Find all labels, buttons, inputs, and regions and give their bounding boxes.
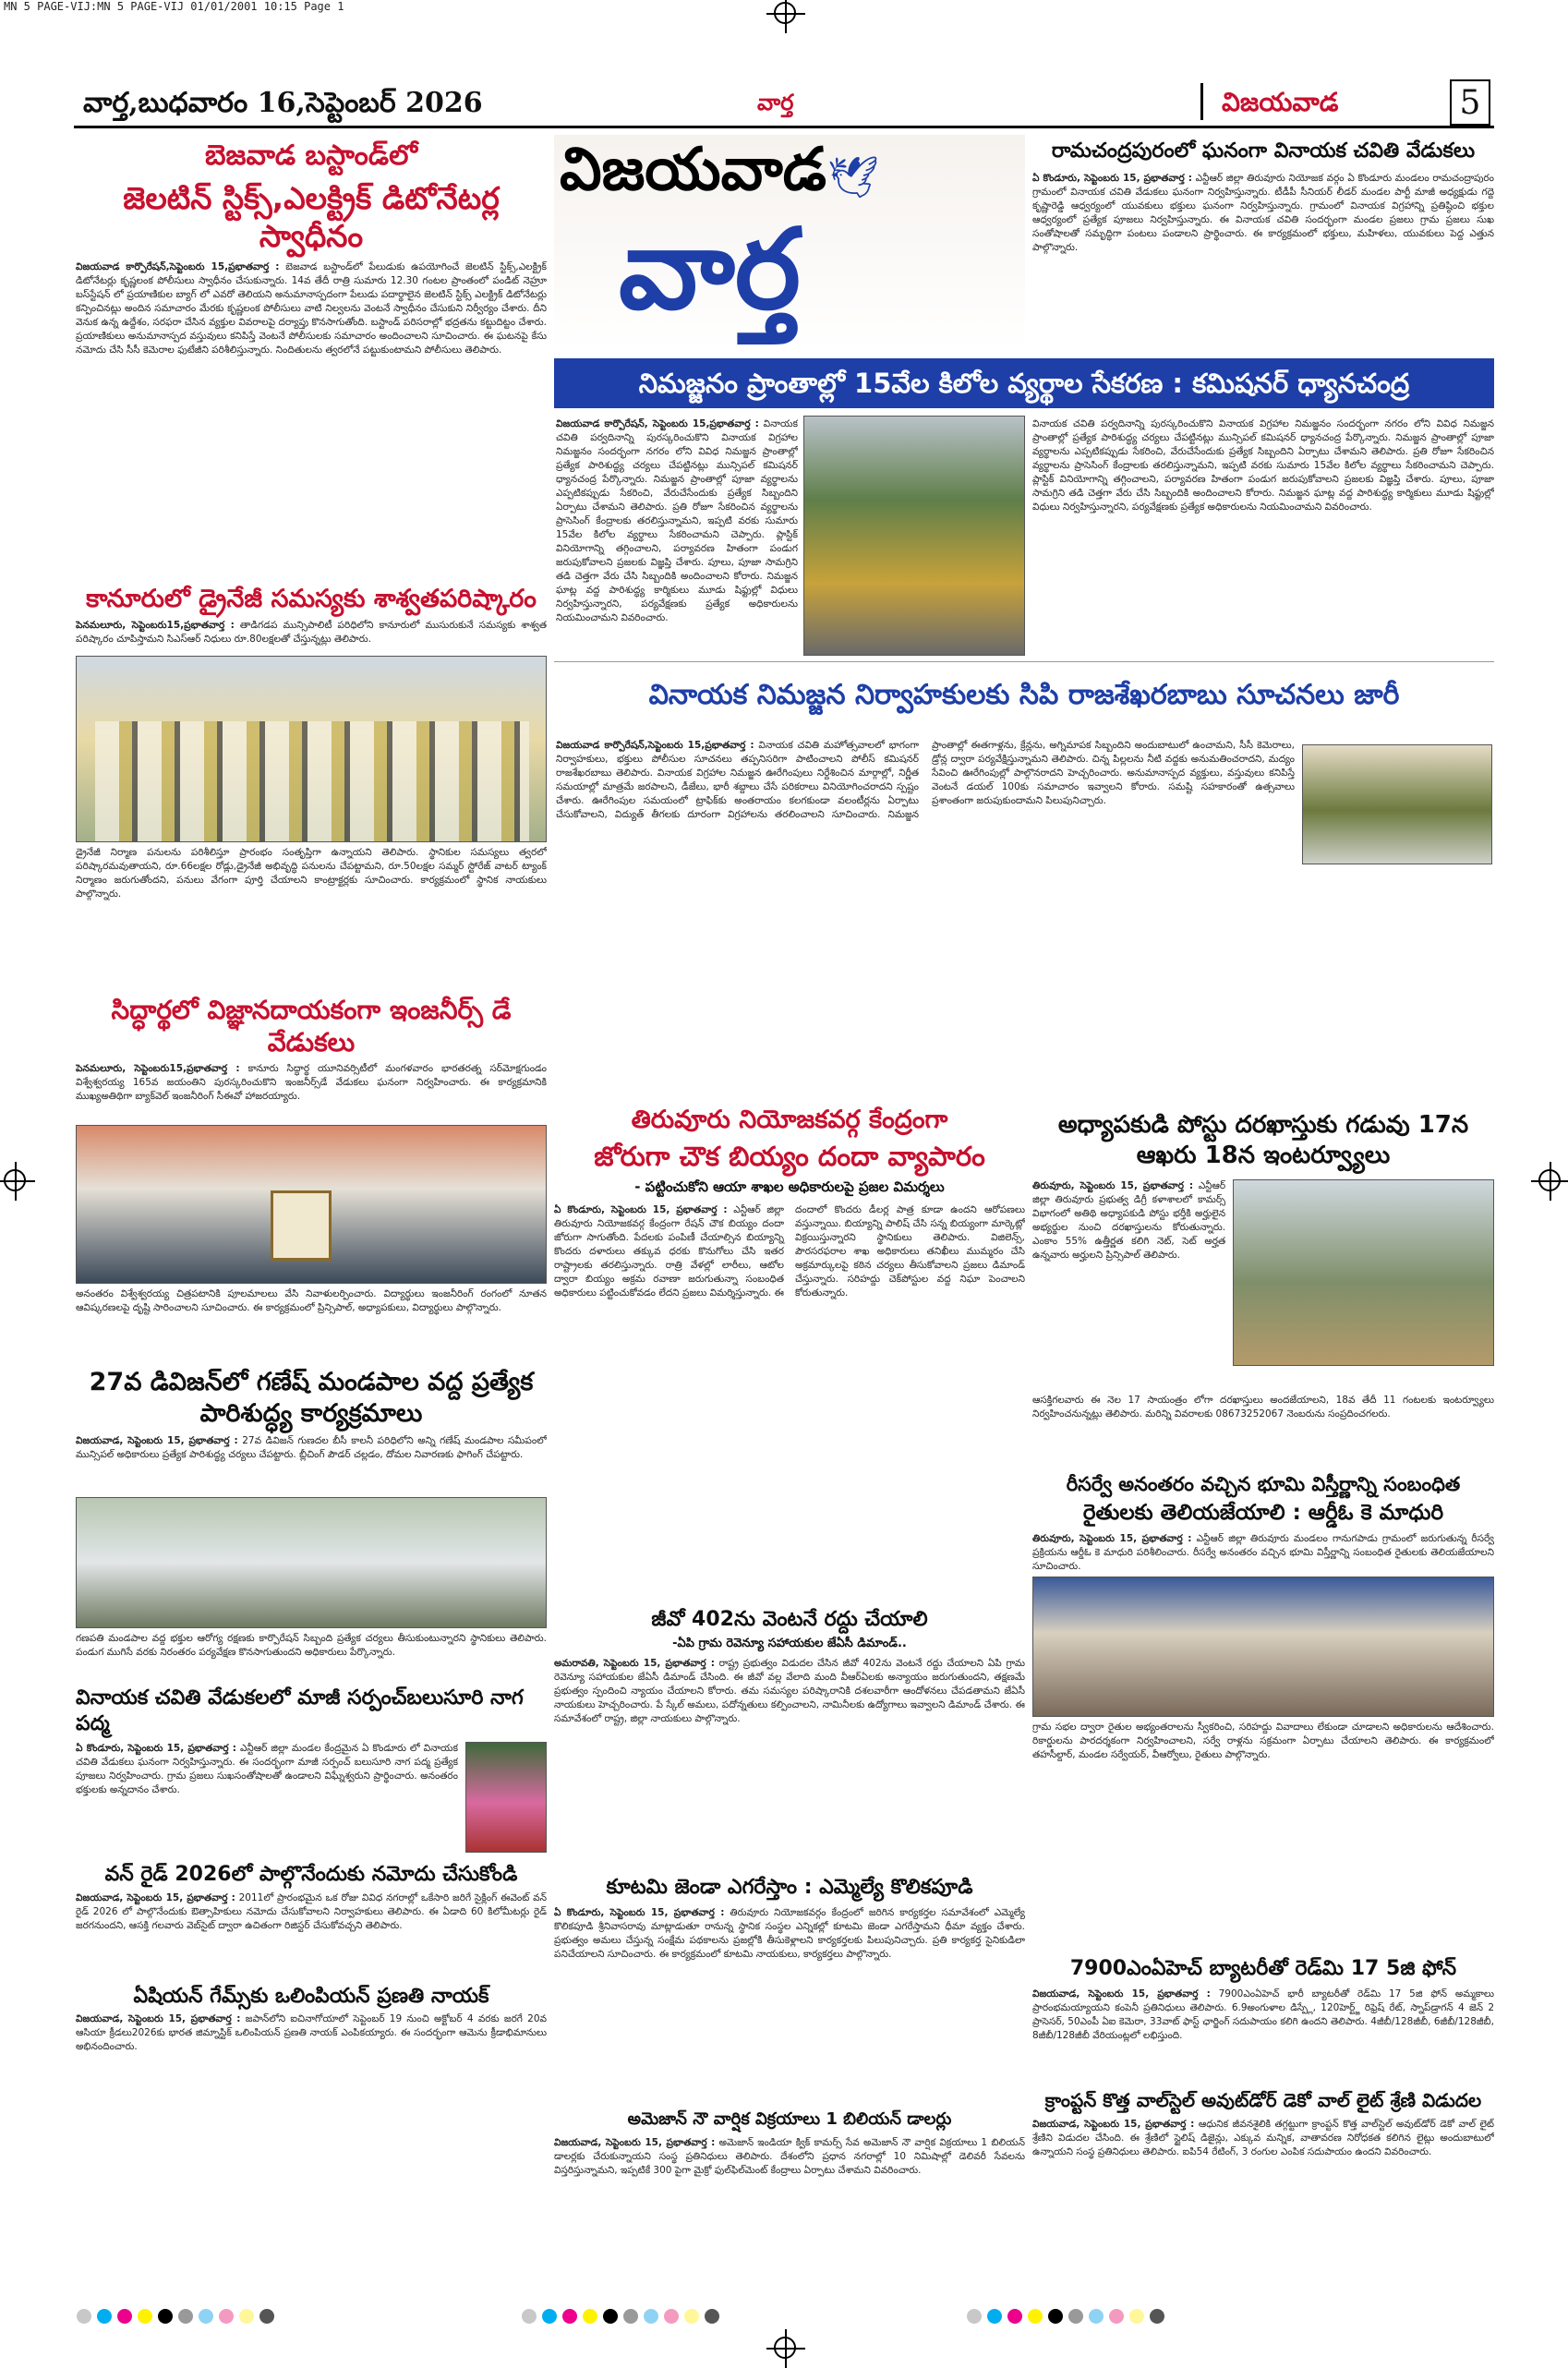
division27-headline: 27వ డివిజన్‌లో గణేష్ మండపాల వద్ద ప్రత్యేక పారిశుద్ధ్య కార్యక్రమాలు [89, 1367, 534, 1428]
kanuru-dateline: పెనమలూరు, సెప్టెంబరు15,ప్రభాతవార్త : [76, 619, 235, 631]
resurvey-photo [1032, 1577, 1494, 1717]
division27-body [76, 1434, 547, 1492]
oneride-headline: వన్ రైడ్ 2026లో పాల్గొనేందుకు నమోదు చేసుకోండి [104, 1863, 518, 1887]
vc-body [76, 1742, 458, 1853]
rice-dateline: ఏ కొండూరు, సెప్టెంబరు 15, ప్రభాతవార్త : [554, 1203, 728, 1215]
redmi-text: 7900ఎంఏహెచ్ భారీ బ్యాటరీతో రెడ్‌మి 17 5జి ఫోన్ అమ్మకాలు ప్రారంభమయ్యాయని కంపెనీ ప్రతినిధులు తెలిపారు. 6.9అంగుళాల డిస్ప్లే, 120హెర్ట్జ్ రిఫ్రెష్ రేట్, స్నాప్‌డ్రాగన్ 4 జెన్ 2 ప్రాసెసర్, 50ఎంపీ ఏఐ కెమెరా, 33వాట్ ఫాస్ట్ ఛార్జింగ్ సదుపాయం కలిగి ఉందని తెలిపారు. 4జీబీ/128జీబీ, 6జీబీ/128జీబీ, 8జీబీ/128జీబీ వేరియంట్లలో లభిస్తుంది. [1032, 1987, 1494, 2041]
rice-article [554, 1105, 1025, 1637]
division27-dateline: విజయవాడ, సెప్టెంబరు 15, ప్రభాతవార్త : [76, 1435, 238, 1447]
lecturer-body [1032, 1179, 1225, 1392]
immersion-photo [803, 416, 1025, 656]
cp-photo [1302, 744, 1492, 864]
siddhartha-caption: అనంతరం విశ్వేశ్వరయ్య చిత్రపటానికి పూలమాలలు వేసి నివాళులర్పించారు. విద్యార్థులు ఇంజనీరింగ్ రంగంలో నూతన ఆవిష్కరణలపై దృష్టి సారించాలని సూచించారు. ఈ కార్యక్రమంలో ప్రిన్సిపాల్, అధ్యాపకులు, విద్యార్థులు పాల్గొన్నారు. [76, 1287, 547, 1313]
kanuru-photo [76, 656, 547, 842]
dove-icon: 🕊 [827, 154, 879, 201]
busstand-dateline: విజయవాడ కార్పొరేషన్,సెప్టెంబరు 15,ప్రభాతవార్త : [76, 261, 280, 272]
dateline: వార్త,బుధవారం 16,సెప్టెంబర్ 2026 [83, 87, 483, 119]
asian-body [76, 2012, 547, 2083]
division27-caption: గణపతి మండపాల వద్ద భక్తుల ఆరోగ్య రక్షణకు కార్పొరేషన్ సిబ్బంది ప్రత్యేక చర్యలు తీసుకుంటున్నారని స్థానికులు తెలిపారు. పండుగ ముగిసే వరకు నిరంతరం పర్యవేక్షణ కొనసాగుతుందని అధికారులు పేర్కొన్నారు. [76, 1633, 547, 1659]
crompton-dateline: విజయవాడ, సెప్టెంబరు 15, ప్రభాతవార్త : [1032, 2119, 1195, 2130]
cp-dateline: విజయవాడ కార్పొరేషన్,సెప్టెంబరు 15,ప్రభాతవార్త : [556, 740, 754, 751]
resurvey-article [1032, 1472, 1494, 1868]
crompton-body [1032, 2118, 1494, 2208]
kanuru-caption: డ్రైనేజీ నిర్మాణ పనులను పరిశీలిస్తూ ప్రారంభం సంతృప్తిగా ఉన్నాయని తెలిపారు. స్థానికుల సమస్యలు త్వరలో పరిష్కారమవుతాయని, రూ.66లక్షల రోడ్లు,డ్రైనేజీ అభివృద్ధి పనులను చేపట్టామని, రూ.50లక్షల సమ్మర్ స్టోరేజ్ వాటర్ ట్యాంక్ నిర్మాణం జరుగుతోందని, పనులు వేగంగా పూర్తి చేయాలని కాంట్రాక్టర్లకు సూచించారు. కార్యక్రమంలో స్థానిక నాయకులు పాల్గొన్నారు. [76, 846, 547, 900]
immersion-banner: నిమజ్జనం ప్రాంతాల్లో 15వేల కిలోల వ్యర్థాల సేకరణ : కమిషనర్ ధ్యానచంద్ర [554, 358, 1494, 408]
vc-photo [465, 1742, 547, 1853]
siddhartha-text: కానూరు సిద్ధార్థ యూనివర్సిటీలో మంగళవారం భారతరత్న సర్‌మోక్షగుండం విశ్వేశ్వరయ్య 165వ జయంతిని పురస్కరించుకొని ఇంజనీర్స్‌డే వేడుకలు ఘనంగా నిర్వహించారు. ఈ కార్యక్రమానికి ముఖ్యఅతిథిగా బ్యాక్‌వెల్ ఇంజనీరింగ్ సీఈవో హాజరయ్యారు. [76, 1062, 547, 1102]
lecturer-dateline: తిరువూరు, సెప్టెంబరు 15, ప్రభాతవార్త : [1032, 1180, 1194, 1191]
rice-kicker: తిరువూరు నియోజకవర్గ కేంద్రంగా [631, 1105, 948, 1134]
registration-mark-bottom [774, 2337, 796, 2359]
redmi-dateline: విజయవాడ, సెప్టెంబరు 15, ప్రభాతవార్త : [1032, 1987, 1211, 2000]
busstand-kicker: బెజవాడ బస్టాండ్‌లో [205, 139, 417, 172]
division27-photo [76, 1497, 547, 1628]
masthead-brand: వార్త [619, 204, 801, 334]
gio-text: రాష్ట్ర ప్రభుత్వం విడుదల చేసిన జీవో 402ను వెంటనే రద్దు చేయాలని ఏపి గ్రామ రెవెన్యూ సహాయకుల జేఏసీ డిమాండ్ చేసింది. ఈ జీవో వల్ల వేలాది మంది వీఆర్‌ఏలకు అన్యాయం జరుగుతుందని, తక్షణమే ప్రభుత్వం స్పందించి న్యాయం చేయాలని కోరారు. తమ సమస్యల పరిష్కారానికి దశలవారీగా ఆందోళనలు చేపడతామని జేఏసీ నాయకులు హెచ్చరించారు. పే స్కేల్ అమలు, పదోన్నతులు కల్పించాలని, నామినీలకు ఉద్యోగాలు ఇవ్వాలని డిమాండ్ చేశారు. ఈ సమావేశంలో రాష్ట్ర, జిల్లా నాయకులు పాల్గొన్నారు. [554, 1657, 1025, 1724]
asian-headline: ఏషియన్ గేమ్స్‌కు ఒలింపియన్ ప్రణతి నాయక్ [133, 1984, 489, 2008]
cp-text: వినాయక చవితి మహోత్సవాలలో భాగంగా నిర్వాహకులు, భక్తులు పోలీసుల సూచనలు తప్పనిసరిగా పాటించాలని పోలీస్ కమిషనర్ రాజశేఖరబాబు తెలిపారు. వినాయక విగ్రహాల నిమజ్జన ఊరేగింపులు నిర్దేశించిన మార్గాల్లో, నిర్ణీత సమయాల్లో మాత్రమే జరపాలని, డీజేలు, భారీ శబ్దాలు చేసే పరికరాలు వినియోగించరాదని స్పష్టం చేశారు. ఊరేగింపుల సమయంలో ట్రాఫిక్‌కు అంతరాయం కలగకుండా వలంటీర్లను ఏర్పాటు చేసుకోవాలని, విద్యుత్ తీగలకు దూరంగా విగ్రహాలను తరలించాలని సూచించారు. నిమజ్జన ప్రాంతాల్లో ఈతగాళ్లను, క్రేన్లను, అగ్నిమాపక సిబ్బందిని అందుబాటులో ఉంచామని, సీసీ కెమెరాలు, డ్రోన్ల ద్వారా పర్యవేక్షిస్తున్నామని తెలిపారు. చిన్న పిల్లలను నీటి వద్దకు అనుమతించరాదని, మద్యం సేవించి ఊరేగింపుల్లో పాల్గొనరాదని హెచ్చరించారు. అనుమానాస్పద వ్యక్తులు, వస్తువులు కనిపిస్తే వెంటనే డయల్ 100కు సమాచారం ఇవ్వాలని కోరారు. సమష్టి సహకారంతో ఉత్సవాలు ప్రశాంతంగా జరుపుకుందామని పిలుపునిచ్చారు. [556, 740, 1295, 820]
kutami-body [554, 1906, 1025, 2036]
header-rule [74, 126, 1494, 128]
gio-subhead: -ఏపి గ్రామ రెవెన్యూ సహాయకుల జేఏసీ డిమాండ్.. [672, 1636, 907, 1650]
page-header [74, 78, 1494, 133]
lecturer-headline: అధ్యాపకుడి పోస్టు దరఖాస్తుకు గడువు 17న ఆఖరు 18న ఇంటర్వ్యూలు [1057, 1111, 1469, 1169]
rcp-text: ఎన్టీఆర్ జిల్లా తిరువూరు నియోజక వర్గం ఏ కొండూరు మండలం రామచంద్రాపురం గ్రామంలో వినాయక చవితి వేడుకలు ఘనంగా నిర్వహిస్తున్నారు. టీడీపీ సీనియర్ లీడర్ మండల పార్టీ మాజీ అధ్యక్షుడు గద్దె కృష్ణారెడ్డి ఆధ్వర్యంలో యువకులు భక్తులు ఘనంగా నిర్వహిస్తున్నారు. గ్రామంలో వినాయక విగ్రహాన్ని ప్రతిష్ఠించి భక్తుల ఆధ్వర్యంలో ప్రత్యేక పూజలు నిర్వహిస్తున్నారు. ఈ వినాయక చవితి సందర్భంగా మండల ప్రజలు గ్రామ ప్రజలు సుఖ సంతోషాలతో సమృద్ధిగా పంటలు పండాలని ప్రార్థించారు. ఈ కార్యక్రమంలో భక్తులు, మహిళలు, యువకులు పెద్ద ఎత్తున పాల్గొన్నారు. [1032, 172, 1494, 253]
vc-headline: వినాయక చవితి వేడుకలలో మాజీ సర్పంచ్‌బలుసూరి నాగ పద్మ [76, 1686, 524, 1735]
rcp-headline: రామచంద్రపురంలో ఘనంగా వినాయక చవితి వేడుకలు [1051, 139, 1476, 163]
header-brand: వార్త [757, 89, 794, 115]
amazon-article [554, 2109, 1025, 2206]
crowd-shape [95, 721, 529, 841]
masthead-city: విజయవాడ [560, 135, 827, 204]
lecturer-body2: ఆసక్తిగలవారు ఈ నెల 17 సాయంత్రం లోగా దరఖాస్తులు అందజేయాలని, 18వ తేదీ 11 గంటలకు ఇంటర్వ్యూలు నిర్వహించనున్నట్లు తెలిపారు. మరిన్ని వివరాలకు 08673252067 నెంబరును సంప్రదించగలరు. [1032, 1395, 1494, 1420]
resurvey-text: ఎన్టీఆర్ జిల్లా తిరువూరు మండలం గానుగపాడు గ్రామంలో జరుగుతున్న రీసర్వే ప్రక్రియను ఆర్డీఓ కె మాధురి పరిశీలించారు. రీసర్వే అనంతరం వచ్చిన భూమి విస్తీర్ణాన్ని సంబంధిత రైతులకు తెలియజేయాలని సూచించారు. [1032, 1533, 1494, 1572]
asian-dateline: విజయవాడ, సెప్టెంబరు 15, ప్రభాతవార్త : [76, 2013, 241, 2025]
division27-text: 27వ డివిజన్ గుణదల బీసీ కాలనీ పరిధిలోని అన్ని గణేష్ మండపాల సమీపంలో మున్సిపల్ అధికారులు ప్రత్యేక పారిశుద్ధ్య చర్యలు చేపట్టారు. బ్లీచింగ్ పౌడర్ చల్లడం, దోమల నివారణకు ఫాగింగ్ చేపట్టారు. [76, 1435, 547, 1461]
resurvey-headline: రైతులకు తెలియజేయాలి : ఆర్డీఓ కె మాధురి [1082, 1501, 1444, 1526]
resurvey-kicker: రీసర్వే అనంతరం వచ్చిన భూమి విస్తీర్ణాన్ని సంబంధిత [1066, 1473, 1461, 1495]
oneride-text: 2011లో ప్రారంభమైన ఒక రోజు వివిధ నగరాల్లో ఒకేసారి జరిగే సైక్లింగ్ ఈవెంట్ వన్ రైడ్ 2026 లో పాల్గొనేందుకు ఔత్సాహికులు నమోదు చేసుకోవాలని నిర్వాహకులు తెలిపారు. ఈ ఏడాది 60 కిలోమీటర్లు రైడ్ జరగనుందని, ఆసక్తి గలవారు వెబ్‌సైట్ ద్వారా ఉచితంగా రిజిస్టర్ చేసుకోవచ్చని తెలిపారు. [76, 1891, 547, 1931]
crompton-article [1032, 2089, 1494, 2208]
vc-text: ఎన్టీఆర్ జిల్లా మండల కేంద్రమైన ఏ కొండూరు లో వినాయక చవితి వేడుకలు ఘనంగా నిర్వహిస్తున్నారు. ఈ సందర్భంగా మాజీ సర్పంచ్ బలుసూరి నాగ పద్మ ప్రత్యేక పూజలు నిర్వహించారు. గ్రామ ప్రజలు సుఖసంతోషాలతో ఉండాలని విఘ్నేశ్వరుని ప్రార్థించారు. అనంతరం భక్తులకు అన్నదానం చేశారు. [76, 1743, 458, 1796]
busstand-body [76, 260, 547, 574]
redmi-headline: 7900ఎంఏహెచ్ బ్యాటరీతో రెడ్‌మి 17 5జి ఫోన్ [1069, 1957, 1457, 1980]
left-column [76, 139, 547, 2083]
resurvey-body2: గ్రామ సభల ద్వారా రైతుల అభ్యంతరాలను స్వీకరించి, సరిహద్దు వివాదాలు లేకుండా చూడాలని అధికారులను ఆదేశించారు. రికార్డులను పారదర్శకంగా నిర్వహించాలని, సర్వే రాళ్లను సక్రమంగా ఏర్పాటు చేయాలని తెలిపారు. ఈ కార్యక్రమంలో తహసీల్దార్, మండల సర్వేయర్, వీఆర్వోలు, రైతులు పాల్గొన్నారు. [1032, 1722, 1494, 1760]
siddhartha-body [76, 1062, 547, 1119]
cp-body [556, 739, 1295, 1099]
registration-mark-left [4, 1169, 26, 1191]
oneride-dateline: విజయవాడ, సెప్టెంబరు 15, ప్రభాతవార్త : [76, 1891, 235, 1903]
vc-dateline: ఏ కొండూరు, సెప్టెంబరు 15, ప్రభాతవార్త : [76, 1743, 237, 1755]
rcp-dateline: ఏ కొండూరు, సెప్టెంబరు 15, ప్రభాతవార్త : [1032, 172, 1192, 184]
amazon-text: అమెజాన్ ఇండియా క్విక్ కామర్స్ సేవ అమెజాన్ నౌ వార్షిక విక్రయాలు 1 బిలియన్ డాలర్లకు చేరుకున్నాయని సంస్థ ప్రతినిధులు తెలిపారు. దేశంలోని ప్రధాన నగరాల్లో 10 నిమిషాల్లో డెలివరీ సేవలను విస్తరిస్తున్నామని, ఇప్పటికే 300 పైగా మైక్రో ఫుల్‌ఫిల్‌మెంట్ కేంద్రాలు ఏర్పాటు చేశామని వివరించారు. [554, 2136, 1025, 2176]
kutami-text: తిరువూరు నియోజకవర్గం కేంద్రంలో జరిగిన కార్యకర్తల సమావేశంలో ఎమ్మెల్యే కొలికపూడి శ్రీనివాసరావు మాట్లాడుతూ రానున్న స్థానిక సంస్థల ఎన్నికల్లో కూటమి జెండా ఎగరేస్తామని ధీమా వ్యక్తం చేశారు. ప్రభుత్వం అమలు చేస్తున్న సంక్షేమ పథకాలను ప్రజల్లోకి తీసుకెళ్లాలని కార్యకర్తలకు పిలుపునిచ్చారు. ప్రతి కార్యకర్త సైనికుడిలా పనిచేయాలని సూచించారు. ఈ కార్యక్రమంలో కూటమి నాయకులు, కార్యకర్తలు పాల్గొన్నారు. [554, 1906, 1025, 1960]
amazon-headline: అమెజాన్ నౌ వార్షిక విక్రయాలు 1 బిలియన్ డాలర్లు [627, 2109, 952, 2129]
siddhartha-headline: సిద్ధార్థలో విజ్ఞానదాయకంగా ఇంజనీర్స్ డే వేడుకలు [111, 994, 512, 1057]
siddhartha-photo [76, 1125, 547, 1284]
siddhartha-dateline: పెనమలూరు, సెప్టెంబరు15,ప్రభాతవార్త : [76, 1062, 240, 1074]
kutami-dateline: ఏ కొండూరు, సెప్టెంబరు 15, ప్రభాతవార్త : [554, 1906, 725, 1918]
registration-mark-right [1538, 1169, 1561, 1191]
kanuru-body [76, 619, 547, 650]
immersion-text: వినాయక చవితి పర్వదినాన్ని పురస్కరించుకొని వినాయక విగ్రహాల నిమజ్జనం సందర్భంగా నగరం లోని వివిధ నిమజ్జన ప్రాంతాల్లో ప్రత్యేక పారిశుద్ధ్య చర్యలు చేపట్టినట్లు మున్సిపల్ కమిషనర్ ధ్యానచంద్ర పేర్కొన్నారు. నిమజ్జన ప్రాంతాల్లో పూజా వ్యర్థాలను ఎప్పటికప్పుడు సేకరించి, వేరుచేసేందుకు ప్రత్యేక సిబ్బందిని ఏర్పాటు చేశామని తెలిపారు. ప్రతి రోజూ సేకరించిన వ్యర్థాలను ప్రాసెసింగ్ కేంద్రాలకు తరలిస్తున్నామని, ఇప్పటి వరకు సుమారు 15వేల కిలోల వ్యర్థాలు సేకరించామని చెప్పారు. ప్లాస్టిక్ వినియోగాన్ని తగ్గించాలని, పర్యావరణ హితంగా పండుగ జరుపుకోవాలని ప్రజలకు విజ్ఞప్తి చేశారు. పూలు, పూజా సామగ్రిని తడి చెత్తగా వేరు చేసి సిబ్బందికి అందించాలని కోరారు. నిమజ్జన ఘాట్ల వద్ద పారిశుద్ధ్య కార్మికులు మూడు షిఫ్టుల్లో విధులు నిర్వహిస్తున్నారని, పర్యవేక్షణకు ప్రత్యేక అధికారులను నియమించామని వివరించారు. [556, 418, 798, 623]
lecturer-article [1032, 1110, 1494, 1438]
rice-headline: జోరుగా చౌక బియ్యం దందా వ్యాపారం [594, 1140, 985, 1172]
busstand-headline: జెలటిన్ స్టిక్స్,ఎలక్ట్రిక్ డిటోనేటర్ల స్వాధీనం [123, 179, 500, 254]
resurvey-dateline: తిరువూరు, సెప్టెంబరు 15, ప్రభాతవార్త : [1032, 1533, 1192, 1544]
college-photo [1233, 1179, 1494, 1366]
amazon-dateline: విజయవాడ, సెప్టెంబరు 15, ప్రభాతవార్త : [554, 2136, 716, 2148]
immersion-body-left [556, 417, 798, 653]
lecturer-row [1032, 1179, 1494, 1392]
redmi-body [1032, 1987, 1494, 2072]
gio-headline: జీవో 402ను వెంటనే రద్దు చేయాలి [651, 1608, 928, 1631]
color-calibration-bar [74, 2309, 1494, 2327]
kutami-headline: కూటమి జెండా ఎగరేస్తాం : ఎమ్మెల్యే కొలికపూడి [606, 1876, 973, 1899]
divider-1 [554, 661, 1494, 662]
print-slug: MN 5 PAGE-VIJ:MN 5 PAGE-VIJ 01/01/2001 10:15 Page 1 [4, 0, 344, 13]
rice-body [554, 1203, 1025, 1637]
resurvey-body [1032, 1532, 1494, 1573]
rcp-body [1032, 172, 1494, 338]
amazon-body [554, 2136, 1025, 2206]
kanuru-headline: కానూరులో డ్రైనేజీ సమస్యకు శాశ్వతపరిష్కారం [86, 585, 537, 613]
portrait-frame [271, 1190, 332, 1261]
asian-text: జపాన్‌లోని ఐచినాగోయాలో సెప్టెంబర్ 19 నుంచి అక్టోబర్ 4 వరకు జరగే 20వ ఆసియా క్రీడలు2026కు భారత జిమ్నాస్టిక్ ఒలింపియన్ ప్రణతి నాయక్ ఎంపికయ్యారు. ఈ సందర్భంగా ఆమెను క్రీడాభిమానులు అభినందించారు. [76, 2013, 547, 2053]
crompton-headline: క్రాంప్టన్ కొత్త వాల్‌స్టెల్ అవుట్‌డోర్ డెకో వాల్ లైట్ శ్రేణి విడుదల [1044, 2089, 1482, 2111]
ramachandrapuram-article [1032, 139, 1494, 338]
gio-dateline: అమరావతి, సెప్టెంబరు 15, ప్రభాతవార్త : [554, 1657, 715, 1669]
gio-article [554, 1607, 1025, 1784]
redmi-article [1032, 1956, 1494, 2072]
cp-headline: వినాయక నిమజ్జన నిర్వాహకులకు సిపి రాజశేఖరబాబు సూచనలు జారీ [648, 679, 1400, 711]
masthead [554, 135, 1025, 349]
page-number: 5 [1450, 79, 1490, 126]
immersion-dateline: విజయవాడ కార్పొరేషన్, సెప్టెంబరు 15,ప్రభాతవార్త : [556, 418, 759, 429]
lecturer-text: ఎన్టీఆర్ జిల్లా తిరువూరు ప్రభుత్వ డిగ్రీ కళాశాలలో కామర్స్ విభాగంలో అతిథి అధ్యాపకుడి పోస్టు భర్తీకి అర్హులైన అభ్యర్థుల నుంచి దరఖాస్తులను కోరుతున్నారు. ఎంకాం 55% ఉత్తీర్ణత కలిగి నెట్, సెట్ అర్హత ఉన్నవారు అర్హులని ప్రిన్సిపాల్ తెలిపారు. [1032, 1180, 1226, 1261]
rice-text: ఎన్టీఆర్ జిల్లా తిరువూరు నియోజకవర్గ కేంద్రంగా రేషన్ చౌక బియ్యం దందా జోరుగా సాగుతోంది. పేదలకు పంపిణీ చేయాల్సిన బియ్యాన్ని కొందరు దళారులు తక్కువ ధరకు కొనుగోలు చేసి ఇతర రాష్ట్రాలకు తరలిస్తున్నారు. రాత్రి వేళల్లో లారీలు, ఆటోల ద్వారా బియ్యం అక్రమ రవాణా జరుగుతున్నా సంబంధిత అధికారులు పట్టించుకోవడం లేదని ప్రజలు విమర్శిస్తున్నారు. ఈ దందాలో కొందరు డీలర్ల పాత్ర కూడా ఉందని ఆరోపణలు వస్తున్నాయి. బియ్యాన్ని పాలిష్ చేసి సన్న బియ్యంగా మార్కెట్లో విక్రయిస్తున్నారని స్థానికులు తెలిపారు. విజిలెన్స్, పౌరసరఫరాల శాఖ అధికారులు తనిఖీలు ముమ్మరం చేసి అక్రమార్కులపై కఠిన చర్యలు తీసుకోవాలని ప్రజలు డిమాండ్ చేస్తున్నారు. సరిహద్దు చెక్‌పోస్టుల వద్ద నిఘా పెంచాలని కోరుతున్నారు. [554, 1203, 1025, 1299]
rice-subhead: - పట్టించుకోని ఆయా శాఖల అధికారులపై ప్రజల విమర్శలు [634, 1178, 945, 1195]
header-city-box [1200, 83, 1441, 120]
header-city: విజయవాడ [1222, 87, 1339, 117]
busstand-text: బెజవాడ బస్టాండ్‌లో పేలుడుకు ఉపయోగించే జెలటిన్ స్టిక్స్,ఎలక్ట్రిక్ డిటోనేటర్లు కృష్ణలంక పోలీసులు స్వాధీనం చేసుకున్నారు. 14వ తేదీ రాత్రి సుమారు 12.30 గంటల ప్రాంతంలో పండిట్ నెహ్రూ బస్‌స్టేషన్ లో ప్రయాణికుల బ్యాగ్ లో ఎవరో తెలియని అనుమానాస్పదంగా పేలుడు పదార్థాలైన జెలటిన్ స్టిక్స్ ఎలక్ట్రిక్ డిటోనేటర్లు కన్పించినట్లు అందిన సమాచారం మేరకు కృష్ణలంక పోలీసులు వాటి నిల్వలను వెంటనే స్వాధీనం చేసుకుని నిర్వీర్యం చేశారు. దీని వెనుక ఉన్న ఉద్దేశం, సరఫరా చేసిన వ్యక్తుల వివరాలపై దర్యాప్తు కొనసాగుతోంది. బస్టాండ్ పరిసరాల్లో భద్రతను కట్టుదిట్టం చేశారు. ప్రయాణికులు అనుమానాస్పద వస్తువులు కనిపిస్తే వెంటనే పోలీసులకు సమాచారం అందించాలని సూచించారు. ఈ ఘటనపై కేసు నమోదు చేసి సీసీ కెమెరాల ఫుటేజీని పరిశీలిస్తున్నారు. నిందితులను త్వరలోనే పట్టుకుంటామని పోలీసులు తెలిపారు. [76, 261, 547, 356]
registration-mark-top [774, 2, 796, 24]
vc-row [76, 1742, 547, 1853]
oneride-body [76, 1891, 547, 1975]
crompton-text: ఆధునిక జీవనశైలికి తగ్గట్టుగా క్రాంప్టన్ కొత్త వాల్‌స్టెల్ అవుట్‌డోర్ డెకో వాల్ లైట్ శ్రేణిని విడుదల చేసింది. ఈ శ్రేణిలో స్టైలిష్ డిజైన్లు, ఎక్కువ మన్నిక, వాతావరణ నిరోధకత కలిగిన లైట్లు అందుబాటులో ఉన్నాయని సంస్థ ప్రతినిధులు తెలిపారు. ఐపి54 రేటింగ్, 3 రంగుల ఎంపిక సదుపాయం ఉందని వివరించారు. [1032, 2119, 1494, 2157]
gio-body [554, 1657, 1025, 1784]
kutami-article [554, 1875, 1025, 2036]
kanuru-text: తాడిగడప మున్సిపాలిటీ పరిధిలోని కానూరులో ముసురుకునే సమస్యకు శాశ్వత పరిష్కారం చూపిస్తామని సిఎస్ఆర్ నిధులు రూ.80లక్షలతో చేస్తున్నట్లు తెలిపారు. [76, 619, 547, 645]
immersion-body-right: వినాయక చవితి పర్వదినాన్ని పురస్కరించుకొని వినాయక విగ్రహాల నిమజ్జనం సందర్భంగా నగరం లోని వివిధ నిమజ్జన ప్రాంతాల్లో ప్రత్యేక పారిశుద్ధ్య చర్యలు చేపట్టినట్లు మున్సిపల్ కమిషనర్ ధ్యానచంద్ర పేర్కొన్నారు. నిమజ్జన ప్రాంతాల్లో పూజా వ్యర్థాలను ఎప్పటికప్పుడు సేకరించి, వేరుచేసేందుకు ప్రత్యేక సిబ్బందిని ఏర్పాటు చేశామని తెలిపారు. ప్రతి రోజూ సేకరించిన వ్యర్థాలను ప్రాసెసింగ్ కేంద్రాలకు తరలిస్తున్నామని, ఇప్పటి వరకు సుమారు 15వేల కిలోల వ్యర్థాలు సేకరించామని చెప్పారు. ప్లాస్టిక్ వినియోగాన్ని తగ్గించాలని, పర్యావరణ హితంగా పండుగ జరుపుకోవాలని ప్రజలకు విజ్ఞప్తి చేశారు. పూలు, పూజా సామగ్రిని తడి చెత్తగా వేరు చేసి సిబ్బందికి అందించాలని కోరారు. నిమజ్జన ఘాట్ల వద్ద పారిశుద్ధ్య కార్మికులు మూడు షిఫ్టుల్లో విధులు నిర్వహిస్తున్నారని, పర్యవేక్షణకు ప్రత్యేక అధికారులను నియమించామని వివరించారు. [1032, 418, 1494, 513]
